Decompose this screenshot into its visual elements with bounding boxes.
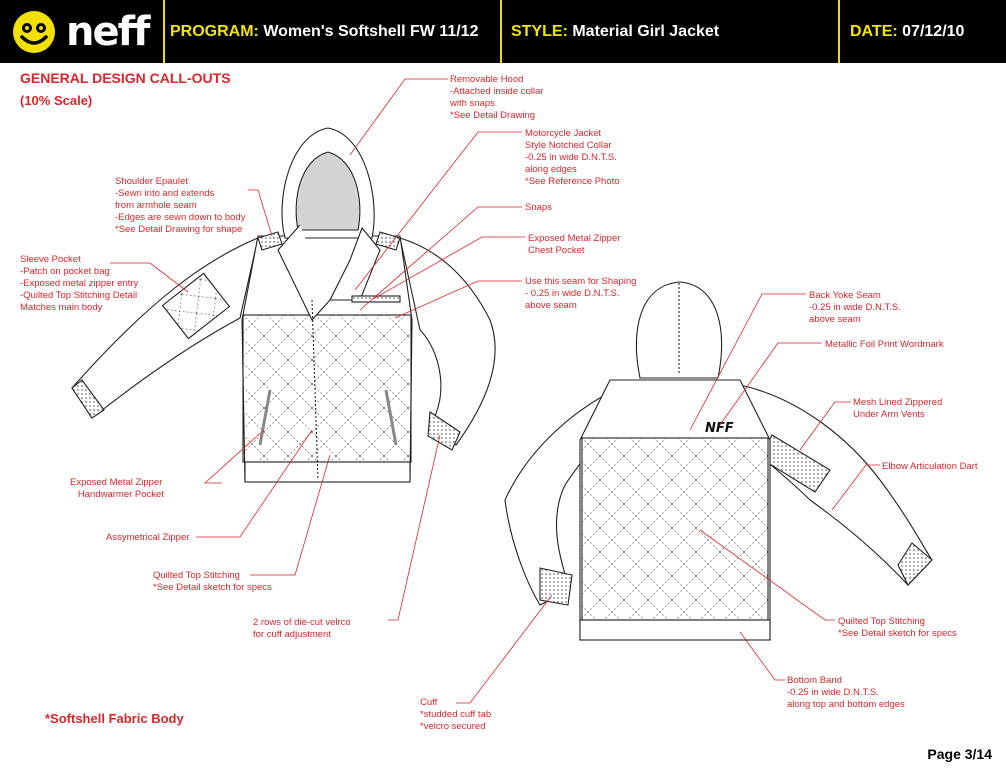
callout-collar: Motorcycle Jacket Style Notched Collar -0.25 in wide D.N.T.S. along edges *See Reference Photo	[525, 128, 620, 187]
callout-back-yoke: Back Yoke Seam -0.25 in wide D.N.T.S. above seam	[809, 290, 901, 325]
callout-cuff: Cuff *studded cuff tab *velcro secured	[420, 697, 492, 732]
callout-hood: Removable Hood -Attached inside collar with snaps *See Detail Drawing	[450, 74, 544, 121]
page-title: GENERAL DESIGN CALL-OUTS	[20, 70, 231, 86]
page-number: Page 3/14	[927, 746, 992, 762]
callout-bottom-band: Bottom Band -0.25 in wide D.N.T.S. along top and bottom edges	[787, 675, 905, 710]
callout-quilted-back: Quilted Top Stitching *See Detail sketch for specs	[838, 616, 957, 639]
leader-epaulet	[248, 190, 272, 236]
leader-cuff	[456, 595, 552, 703]
callout-snaps: Snaps	[525, 202, 552, 213]
style-value: Material Girl Jacket	[572, 23, 720, 40]
date-label: DATE:	[850, 23, 898, 40]
back-bottom-band	[580, 620, 770, 640]
callout-handwarmer: Exposed Metal Zipper Handwarmer Pocket	[70, 477, 164, 500]
callout-elbow-dart: Elbow Articulation Dart	[882, 461, 978, 472]
callout-sleeve-pocket: Sleeve Pocket -Patch on pocket bag -Exposed metal zipper entry -Quilted Top Stitching Detail Matches main body	[20, 254, 139, 313]
chest-pocket	[352, 296, 400, 302]
leader-hood	[350, 79, 448, 155]
program-label: PROGRAM:	[170, 23, 259, 40]
program-value: Women's Softshell FW 11/12	[263, 23, 479, 40]
callout-velcro: 2 rows of die-cut velrco for cuff adjustment	[253, 617, 351, 640]
callout-shaping-seam: Use this seam for Shaping - 0.25 in wide D.N.T.S. above seam	[525, 276, 637, 311]
back-wordmark: NFF	[705, 421, 734, 436]
front-right-sleeve	[400, 238, 495, 445]
callout-chest-pocket: Exposed Metal Zipper Chest Pocket	[528, 233, 621, 256]
back-quilt-panel	[582, 438, 768, 620]
front-quilt-panel	[243, 315, 411, 462]
style-label: STYLE:	[511, 23, 568, 40]
scale-note: (10% Scale)	[20, 93, 93, 108]
callout-epaulet: Shoulder Epaulet -Sewn into and extends from armhole seam -Edges are sewn down to body *See Detail Drawing for shape	[115, 176, 246, 235]
fabric-note: *Softshell Fabric Body	[45, 711, 184, 726]
back-view	[505, 282, 932, 640]
back-left-cuff	[540, 568, 572, 605]
callout-wordmark: Metallic Foil Print Wordmark	[825, 339, 944, 350]
callout-asym-zipper: Assymetrical Zipper	[106, 532, 190, 543]
callout-vents: Mesh Lined Zippered Under Arm Vents	[853, 397, 943, 420]
date-value: 07/12/10	[902, 23, 965, 40]
brand-wordmark: neff	[66, 9, 149, 55]
callout-quilted-front: Quilted Top Stitching *See Detail sketch for specs	[153, 570, 272, 593]
